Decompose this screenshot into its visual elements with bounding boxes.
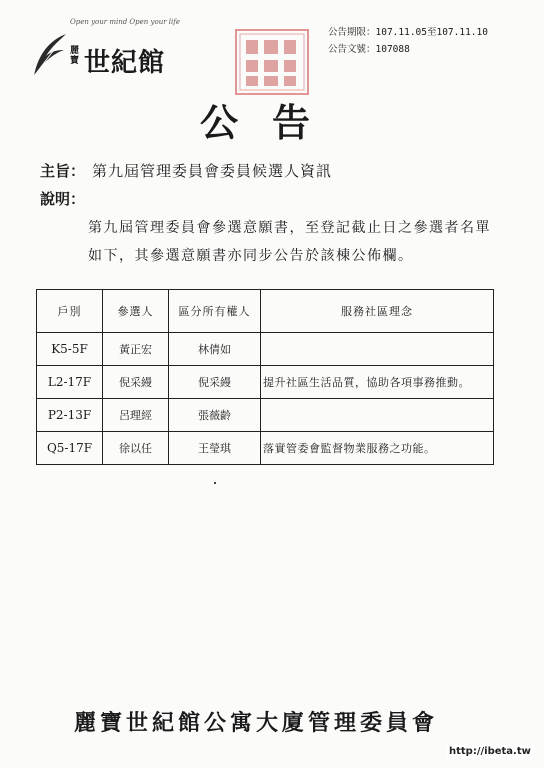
cell-owner: 張薇齡 xyxy=(169,399,261,432)
cell-candidate: 黃正宏 xyxy=(103,333,169,366)
doc-number-label: 公告文號： xyxy=(328,44,376,55)
doc-number-value: 107088 xyxy=(375,44,410,55)
header-concept: 服務社區理念 xyxy=(261,290,494,333)
official-seal xyxy=(230,20,314,100)
cell-unit: P2-13F xyxy=(37,399,103,432)
period-label: 公告期限： xyxy=(328,27,376,38)
cell-candidate: 徐以任 xyxy=(103,432,169,465)
logo-small-text: 麗寶 xyxy=(70,46,80,66)
cell-concept xyxy=(261,333,494,366)
cell-candidate: 呂理經 xyxy=(103,399,169,432)
cell-unit: K5-5F xyxy=(37,333,103,366)
header-owner: 區分所有權人 xyxy=(169,290,261,333)
scan-speck xyxy=(214,482,216,484)
cell-candidate: 倪采縵 xyxy=(103,366,169,399)
feather-icon xyxy=(30,30,70,80)
table-header-row xyxy=(37,290,494,333)
header-unit: 戶別 xyxy=(37,290,103,333)
period-value: 107.11.05至107.11.10 xyxy=(375,27,488,38)
candidate-table xyxy=(36,289,494,465)
table-row xyxy=(37,432,494,465)
cell-unit: L2-17F xyxy=(37,366,103,399)
table-row xyxy=(37,366,494,399)
watermark: http://ibeta.tw xyxy=(446,745,534,758)
notice-meta xyxy=(328,24,488,58)
cell-owner: 林倩如 xyxy=(169,333,261,366)
table-row xyxy=(37,333,494,366)
cell-concept: 落實管委會監督物業服務之功能。 xyxy=(261,432,494,465)
logo xyxy=(30,18,180,86)
cell-unit: Q5-17F xyxy=(37,432,103,465)
issuer-name: 麗寶世紀館公寓大廈管理委員會 xyxy=(74,710,439,736)
header-candidate: 參選人 xyxy=(103,290,169,333)
cell-concept: 提升社區生活品質，協助各項事務推動。 xyxy=(261,366,494,399)
cell-concept xyxy=(261,399,494,432)
logo-name: 世紀館 xyxy=(84,48,166,78)
page-title: 公告 xyxy=(200,100,345,145)
period-row xyxy=(328,24,488,41)
cell-owner: 倪采縵 xyxy=(169,366,261,399)
description-label: 說明： xyxy=(40,190,86,208)
logo-tagline: Open your mind Open your life xyxy=(70,18,180,26)
subject-text: 第九屆管理委員會委員候選人資訊 xyxy=(92,162,333,180)
table-row xyxy=(37,399,494,432)
doc-number-row xyxy=(328,41,488,58)
cell-owner: 王瑩琪 xyxy=(169,432,261,465)
description-text: 第九屆管理委員會參選意願書，至登記截止日之參選者名單如下，其參選意願書亦同步公告於該棟公佈欄。 xyxy=(88,220,491,264)
subject-label: 主旨： xyxy=(40,162,86,180)
